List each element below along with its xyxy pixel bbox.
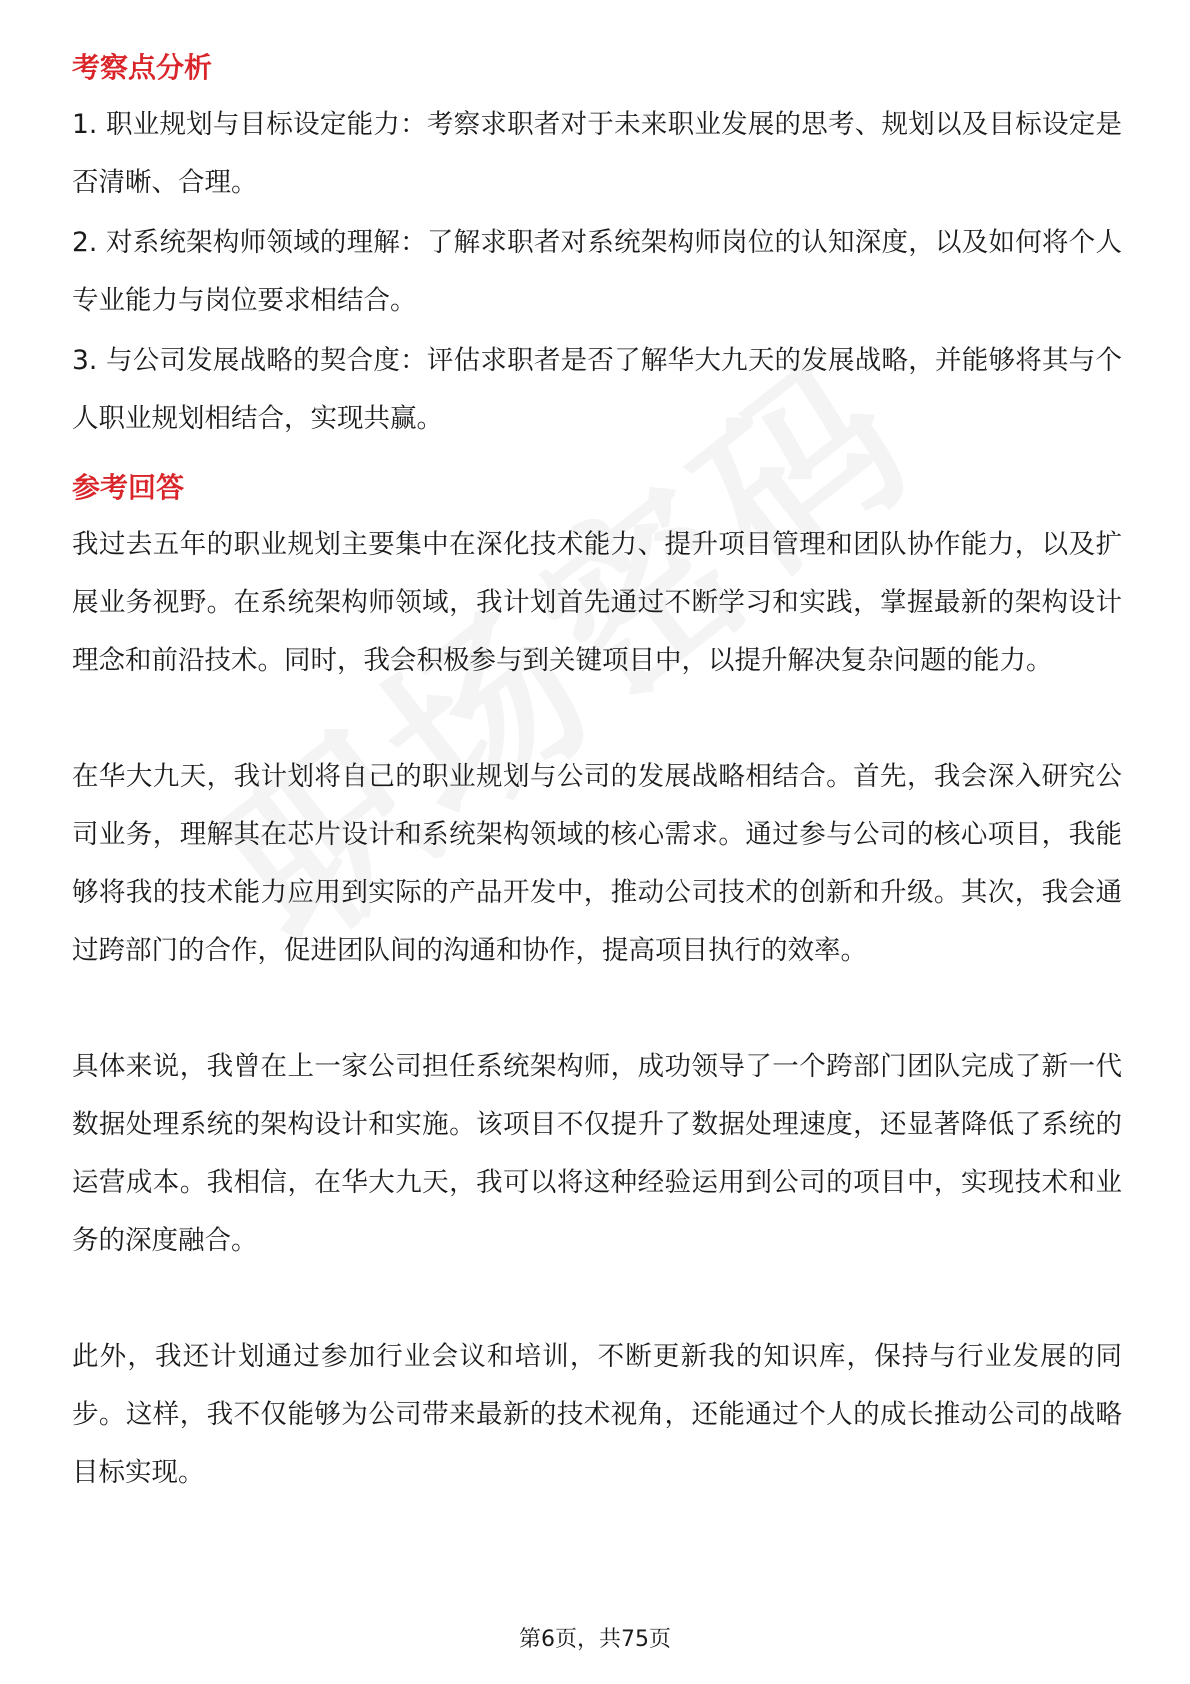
page-number: 第6页，共75页 xyxy=(519,1627,671,1652)
analysis-item-3: 3. 与公司发展战略的契合度：评估求职者是否了解华大九天的发展战略，并能够将其与个人职业规划相结合，实现共赢。 xyxy=(72,345,1122,434)
answer-heading: 参考回答 xyxy=(72,471,185,504)
answer-paragraph-1: 我过去五年的职业规划主要集中在深化技术能力、提升项目管理和团队协作能力，以及扩展业务视野。在系统架构师领域，我计划首先通过不断学习和实践，掌握最新的架构设计理念和前沿技术。同时，我会积极参与到关键项目中，以提升解决复杂问题的能力。 xyxy=(72,529,1122,676)
analysis-item-2: 2. 对系统架构师领域的理解：了解求职者对系统架构师岗位的认知深度，以及如何将个人专业能力与岗位要求相结合。 xyxy=(72,227,1122,316)
analysis-heading: 考察点分析 xyxy=(72,51,213,84)
answer-section xyxy=(72,466,1122,1502)
answer-paragraph-4: 此外，我还计划通过参加行业会议和培训，不断更新我的知识库，保持与行业发展的同步。这样，我不仅能够为公司带来最新的技术视角，还能通过个人的成长推动公司的战略目标实现。 xyxy=(72,1341,1122,1488)
answer-paragraph-3: 具体来说，我曾在上一家公司担任系统架构师，成功领导了一个跨部门团队完成了新一代数据处理系统的架构设计和实施。该项目不仅提升了数据处理速度，还显著降低了系统的运营成本。我相信，在华大九天，我可以将这种经验运用到公司的项目中，实现技术和业务的深度融合。 xyxy=(72,1051,1122,1256)
analysis-item-1: 1. 职业规划与目标设定能力：考察求职者对于未来职业发展的思考、规划以及目标设定是否清晰、合理。 xyxy=(72,109,1122,198)
answer-paragraph-2: 在华大九天，我计划将自己的职业规划与公司的发展战略相结合。首先，我会深入研究公司业务，理解其在芯片设计和系统架构领域的核心需求。通过参与公司的核心项目，我能够将我的技术能力应用到实际的产品开发中，推动公司技术的创新和升级。其次，我会通过跨部门的合作，促进团队间的沟通和协作，提高项目执行的效率。 xyxy=(72,761,1122,966)
page-content xyxy=(72,46,1122,1502)
analysis-section xyxy=(72,46,1122,448)
